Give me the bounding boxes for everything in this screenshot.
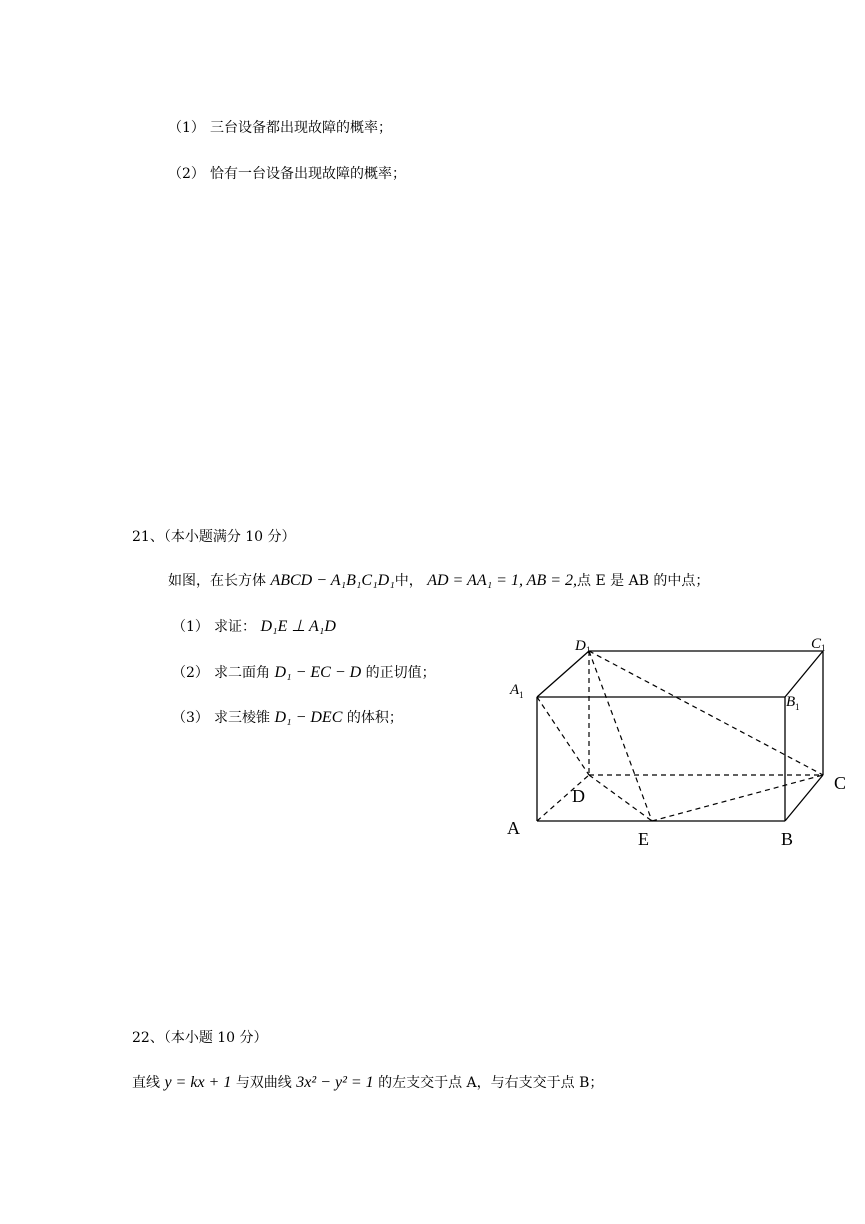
q21-item-3-suffix: 的体积； [346,710,403,726]
label-C: C [834,773,847,793]
q22-line-eq: y = kx + 1 [164,1074,232,1091]
q22-heading: 22、（本小题 10 分） [132,1030,268,1046]
q22-hyperbola-eq: 3x² − y² = 1 [296,1074,374,1091]
q21-item-3-prefix: 求三棱锥 [214,710,270,726]
label-C1-sub: 1 [821,643,826,653]
edge-A1-D1 [537,651,589,697]
q21-item-2-suffix: 的正切值； [365,665,436,681]
segment-D1-C [589,651,823,775]
label-B1: B [786,694,796,710]
q21-item-2-num: （2） [172,665,209,681]
segment-A1-D [537,697,589,775]
q21-given: AD = AA₁ = 1, AB = 2, [427,572,578,589]
label-D1-sub: 1 [586,645,591,655]
q21-solid: ABCD − A₁B₁C₁D₁ [270,572,395,589]
q22-prefix: 直线 [132,1075,160,1091]
label-B1-sub: 1 [795,702,800,712]
segment-E-C [652,775,823,821]
q21-item-2-prefix: 求二面角 [214,665,270,681]
q21-intro-prefix: 如图，在长方体 [168,573,266,589]
q22-statement [132,1073,603,1093]
q20-item-2-text: 恰有一台设备出现故障的概率； [210,166,406,182]
q21-item-1-prefix: 求证： [214,619,256,635]
q22-mid: 与双曲线 [235,1075,292,1091]
label-C1: C [811,636,822,652]
segment-D1-E [589,651,652,821]
q21-intro-mid: 中， [394,573,423,589]
edge-B-C [785,775,823,821]
q20-item-2-num: （2） [168,166,205,182]
label-B: B [781,829,794,849]
q21-item-1-num: （1） [172,619,209,635]
q21-item-2-math: D₁ − EC − D [274,664,362,681]
q20-item-1-num: （1） [168,120,205,136]
label-A1-sub: 1 [519,690,524,700]
segment-D-E [589,775,652,821]
label-D: D [572,786,585,806]
q20-item-1-text: 三台设备都出现故障的概率； [210,120,392,136]
q21-item-3-math: D₁ − DEC [274,709,343,726]
edge-B1-C1 [785,651,823,697]
q21-item-3-num: （3） [172,710,209,726]
label-E: E [638,829,649,849]
label-A: A [507,818,520,838]
q21-item-1-math: D₁E ⊥ A₁D [260,618,336,635]
q22-suffix: 的左支交于点 A，与右支交于点 B； [378,1075,604,1091]
q21-intro-suffix: 点 E 是 AB 的中点； [577,573,710,589]
label-D1: D [575,638,586,654]
q21-heading: 21、（本小题满分 10 分） [132,529,296,545]
label-A1: A [510,682,520,698]
